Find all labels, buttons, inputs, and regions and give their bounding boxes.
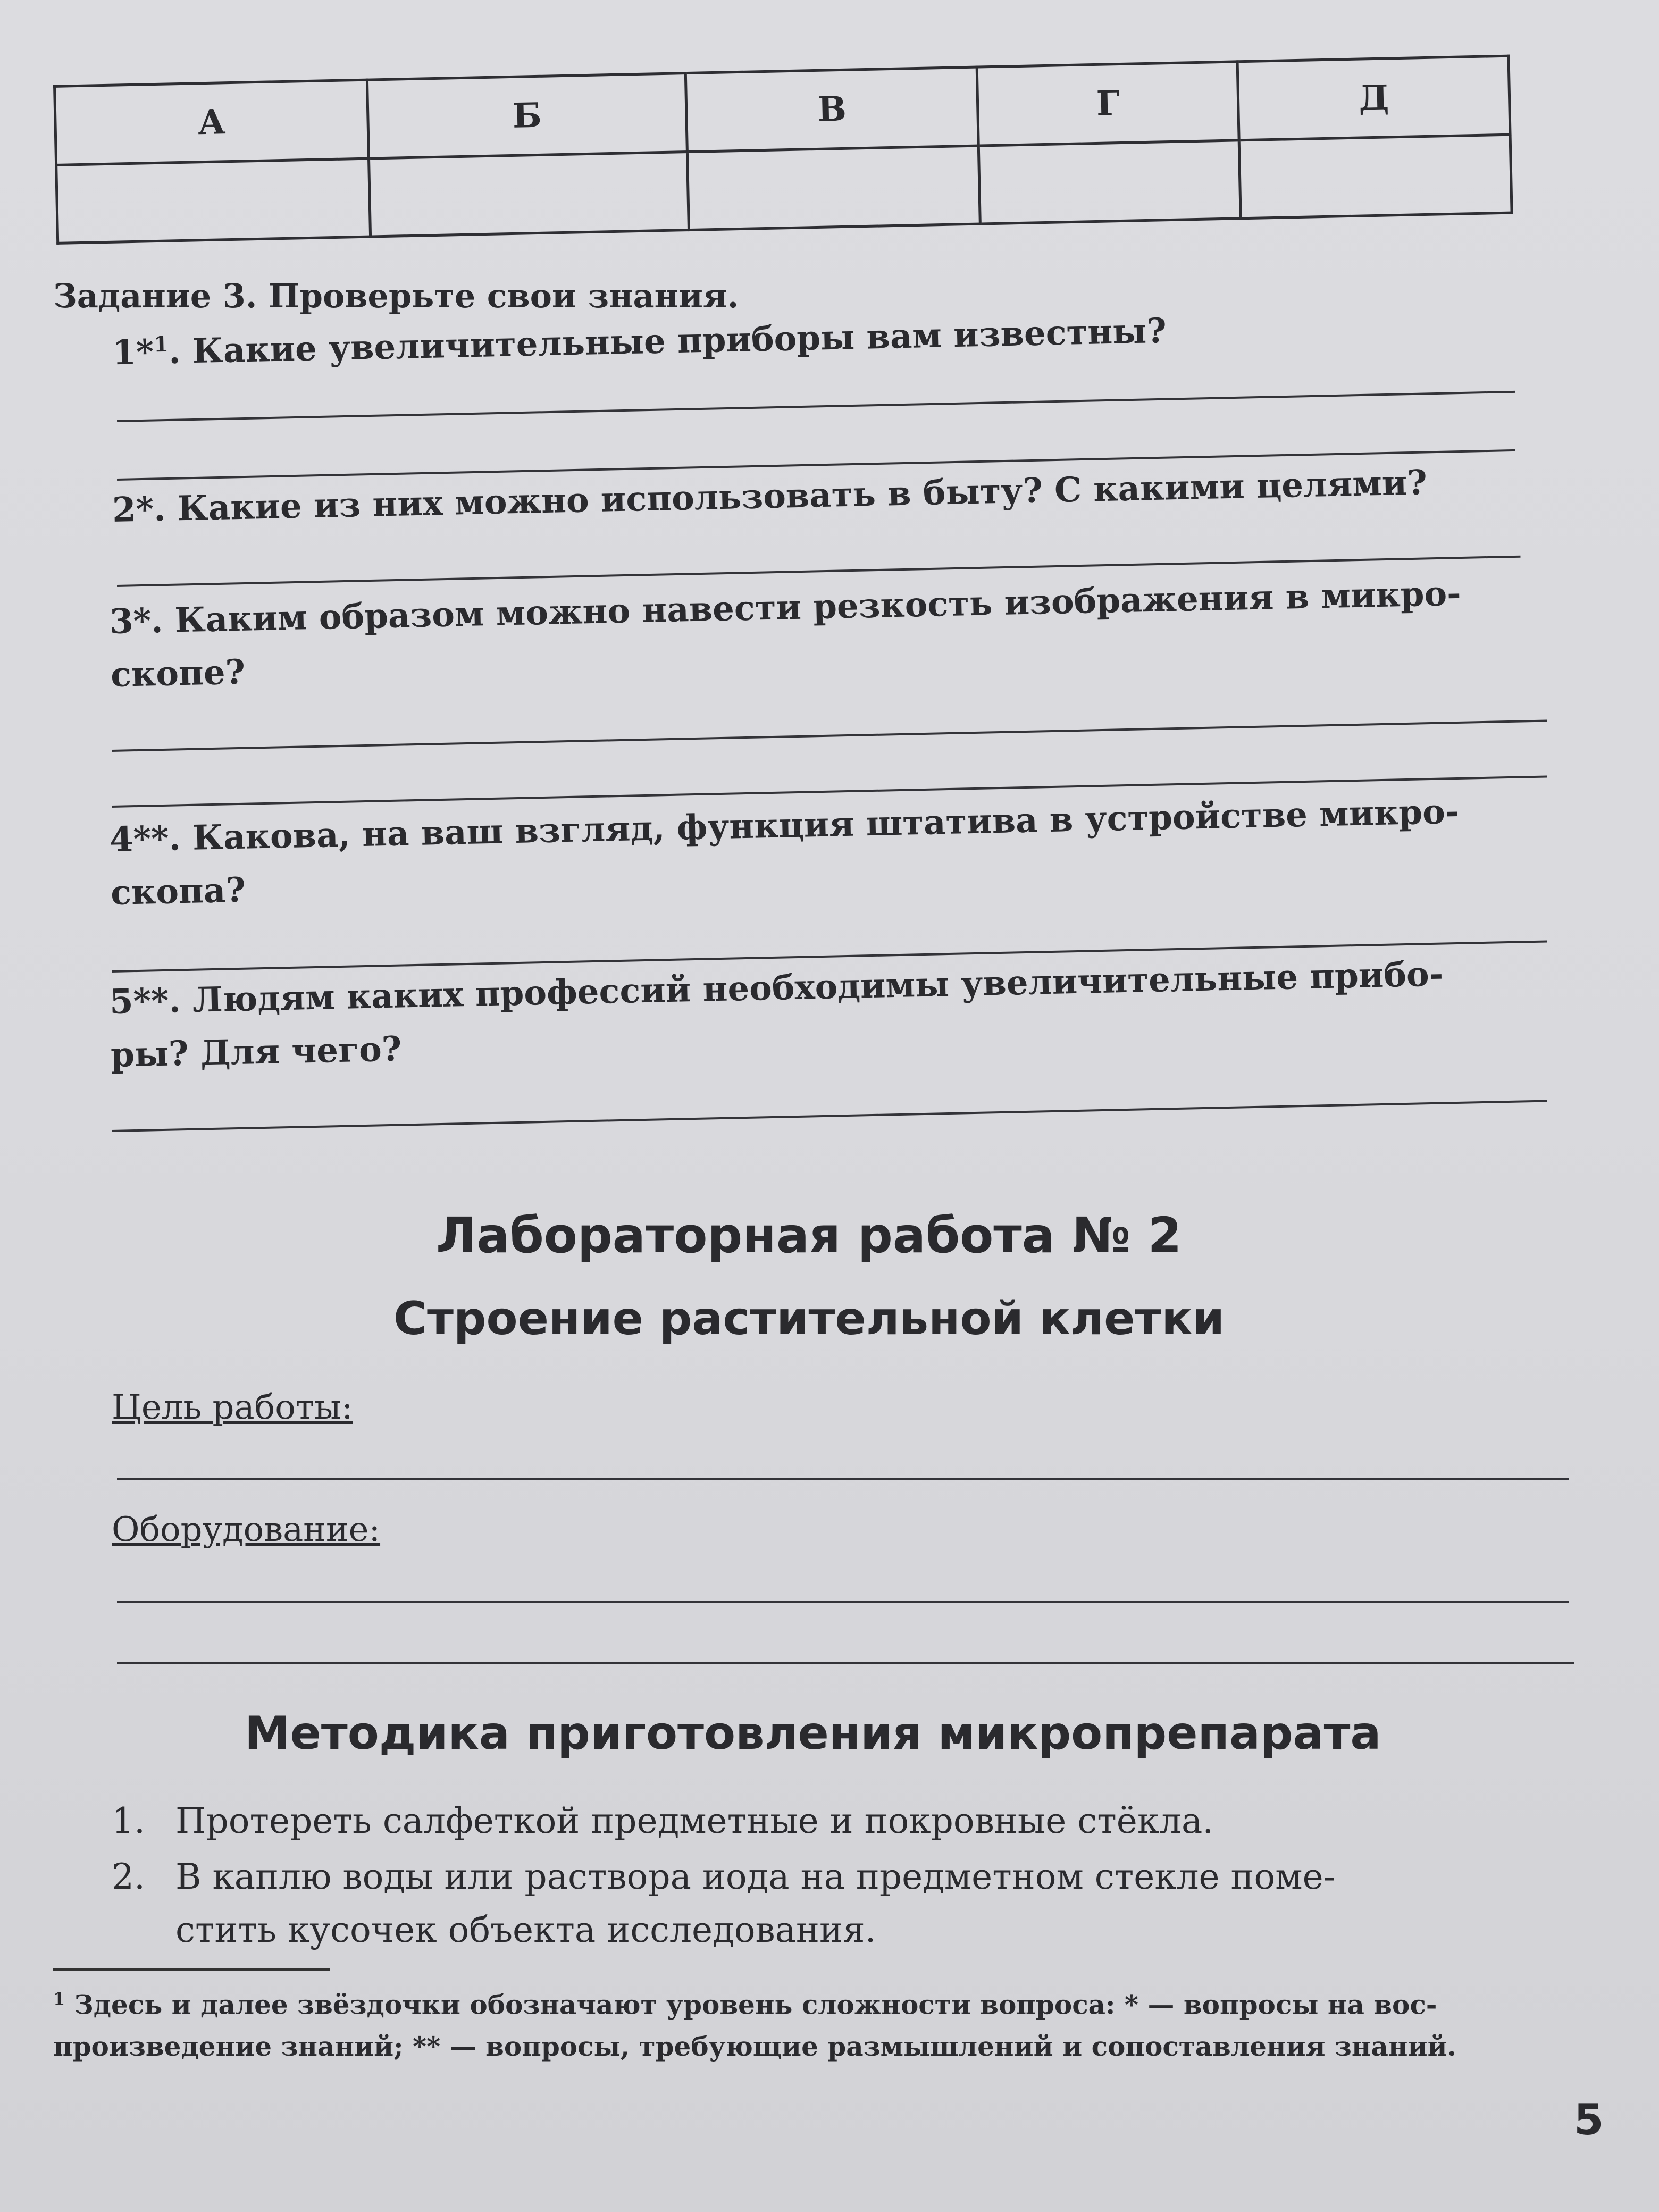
answer-line[interactable] [117,391,1515,422]
answer-line[interactable] [117,1662,1574,1664]
footnote-number: 1 [53,1989,65,2009]
question-text: . Какие из них можно использовать в быту? С какими целями? [153,463,1428,530]
table-header-cell: Д [1237,56,1510,140]
answer-line[interactable] [112,719,1547,752]
footnote-marker: 1 [153,331,169,357]
answer-cell[interactable] [1239,135,1512,219]
question-number: 1* [112,332,155,373]
footnote [53,1978,1595,2067]
table-header-cell: Б [367,73,687,158]
goal-label: Цель работы: [112,1388,353,1427]
question-number: 2* [112,489,154,530]
method-step-2 [112,1850,1335,1957]
answer-cell[interactable] [56,158,371,244]
question-text: . Людям каких профессий необходимы увеличительные прибо- [168,954,1444,1021]
question-text: . Какова, на ваш взгляд, функция штатива в устройстве микро- [168,791,1460,859]
question-number: 5** [109,981,170,1022]
answer-cell[interactable] [369,152,689,237]
table-header-cell: В [685,67,979,152]
question-2 [112,456,1428,537]
answer-line[interactable] [112,1100,1547,1132]
question-text-cont: скопе? [110,652,246,695]
question-number: 4** [109,818,170,860]
lab-subtitle: Строение растительной клетки [393,1292,1225,1345]
answer-table [53,55,1513,245]
lab-title: Лабораторная работа № 2 [436,1207,1182,1264]
method-title: Методика приготовления микропрепарата [245,1707,1381,1760]
method-step-1 [112,1795,1213,1848]
question-3 [109,567,1463,702]
answer-line[interactable] [117,1478,1569,1480]
step-text: В каплю воды или раствора иода на предметном стекле поме- [175,1856,1335,1897]
footnote-divider [53,1968,330,1971]
question-4 [109,785,1461,920]
question-text: . Какие увеличительные приборы вам известны? [168,311,1167,372]
question-text-cont: ры? Для чего? [110,1029,403,1075]
question-number: 3* [109,601,152,642]
table-header-cell: А [55,80,369,165]
equipment-label: Оборудование: [112,1510,381,1549]
question-text-cont: скопа? [110,870,246,913]
step-text-cont: стить кусочек объекта исследования. [175,1909,876,1950]
task-title: Задание 3. Проверьте свои знания. [53,276,739,315]
answer-cell[interactable] [687,146,981,230]
step-number: 1. [112,1800,145,1841]
table-header-cell: Г [977,62,1239,146]
page-number: 5 [1574,2095,1604,2144]
answer-line[interactable] [117,1601,1569,1603]
footnote-text-cont: произведение знаний; ** — вопросы, требующие размышлений и сопоставления знаний. [53,2030,1457,2062]
step-text: Протереть салфеткой предметные и покровные стёкла. [175,1800,1214,1841]
question-text: . Каким образом можно навести резкость изображения в микро- [150,573,1462,641]
footnote-text: Здесь и далее звёздочки обозначают уровень сложности вопроса: * — вопросы на вос- [65,1989,1437,2021]
answer-cell[interactable] [979,140,1241,224]
step-number: 2. [112,1856,145,1897]
